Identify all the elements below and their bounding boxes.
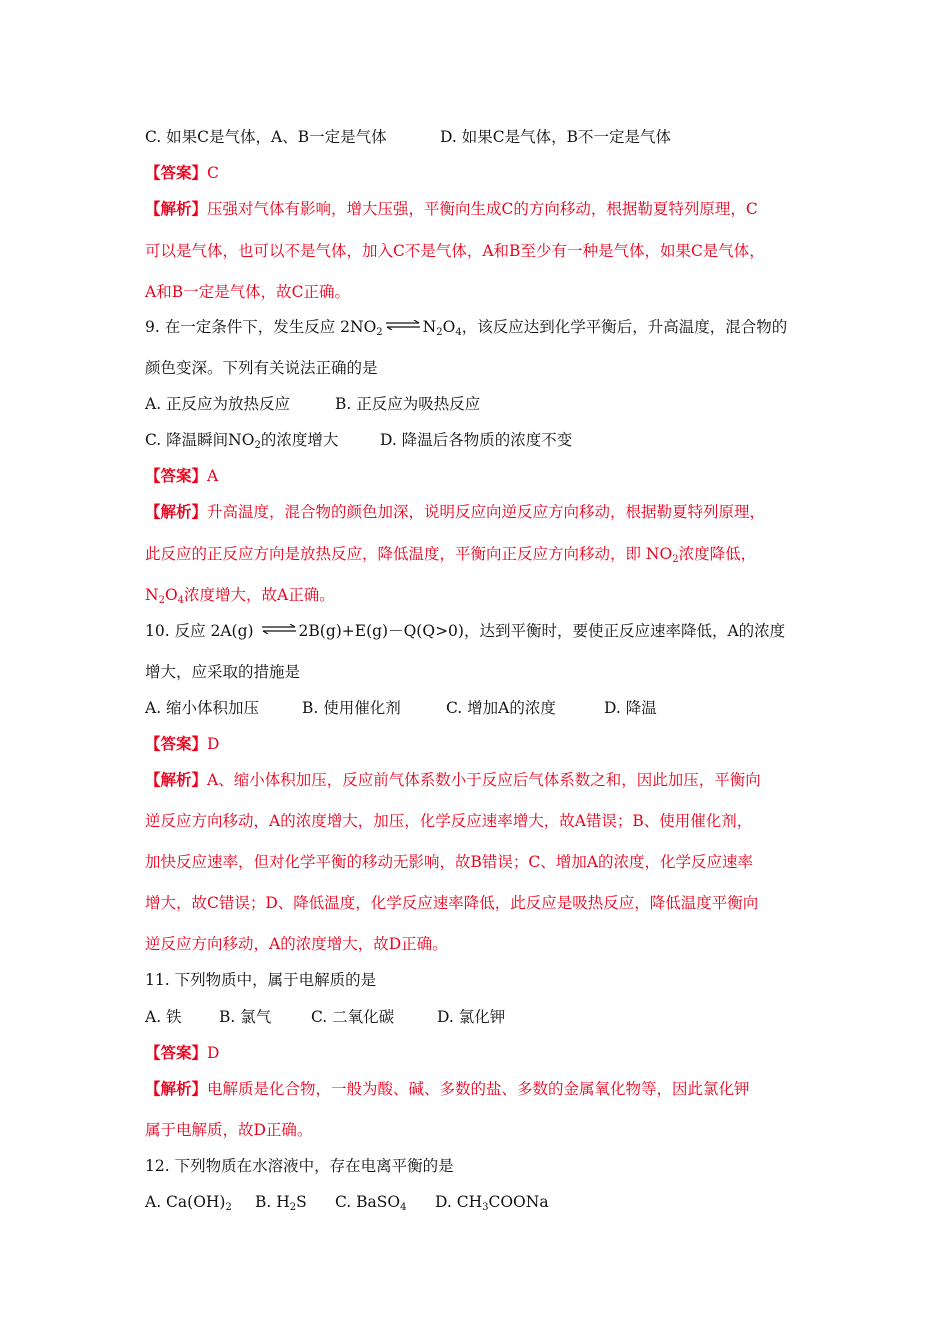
q8-option-c: C. 如果C是气体，A、B一定是气体 [145, 128, 387, 146]
q11-option-b: B. 氯气 [219, 1008, 272, 1026]
analysis-label: 【解析】 [145, 770, 208, 789]
q10-option-c: C. 增加A的浓度 [446, 699, 556, 717]
q12-option-c [335, 1191, 435, 1213]
q11-options [145, 1006, 825, 1028]
answer-label: 【答案】 [145, 734, 208, 753]
q12-option-b [255, 1191, 335, 1213]
q9-option-d: D. 降温后各物质的浓度不变 [380, 431, 573, 449]
answer-label: 【答案】 [145, 1043, 208, 1062]
q9-answer [145, 465, 825, 487]
subscript: 2 [254, 440, 261, 451]
q8-option-d: D. 如果C是气体，B不一定是气体 [440, 128, 671, 146]
answer-value: D [207, 1044, 220, 1062]
answer-label: 【答案】 [145, 163, 208, 182]
subscript: 3 [482, 1202, 489, 1213]
q8-analysis-line-2: 可以是气体，也可以不是气体，加入C不是气体，A和B至少有一种是气体，如果C是气体， [145, 242, 765, 260]
q9-stem-line-1 [145, 316, 825, 338]
q8-analysis-line-1 [145, 198, 825, 220]
q10-analysis-line-5: 逆反应方向移动，A的浓度增大，故D正确。 [145, 935, 448, 953]
answer-value: A [207, 467, 219, 485]
q9-stem-line-2: 颜色变深。下列有关说法正确的是 [145, 359, 378, 377]
subscript: 2 [158, 595, 165, 606]
analysis-text: O [164, 586, 178, 604]
q9-option-b: B. 正反应为吸热反应 [335, 395, 481, 413]
q12-stem: 12. 下列物质在水溶液中，存在电离平衡的是 [145, 1157, 454, 1175]
q11-analysis-line-1 [145, 1078, 825, 1100]
q9-stem-text: ，该反应达到化学平衡后，升高温度，混合物的 [461, 318, 788, 336]
q10-analysis-line-3: 加快反应速率，但对化学平衡的移动无影响，故B错误；C、增加A的浓度，化学反应速率 [145, 853, 753, 871]
option-text: S [296, 1193, 307, 1211]
option-text: C. BaSO [335, 1193, 401, 1211]
answer-value: D [207, 735, 220, 753]
analysis-text: 此反应的正反应方向是放热反应，降低温度，平衡向正反应方向移动，即 NO [145, 545, 673, 563]
q9-analysis-line-1 [145, 501, 825, 523]
q10-option-d: D. 降温 [604, 699, 657, 717]
q11-option-d: D. 氯化钾 [437, 1008, 506, 1026]
q10-option-b: B. 使用催化剂 [302, 699, 401, 717]
analysis-label: 【解析】 [145, 1079, 208, 1098]
subscript: 2 [436, 327, 443, 338]
q9-option-c [145, 429, 380, 451]
q9-options-ab [145, 393, 825, 415]
option-text: COONa [488, 1193, 549, 1211]
analysis-text: N [145, 586, 159, 604]
q12-option-d [435, 1191, 549, 1213]
answer-label: 【答案】 [145, 466, 208, 485]
equilibrium-arrow-icon [385, 320, 421, 330]
analysis-text: 浓度降低， [678, 545, 757, 563]
q10-analysis-line-1 [145, 769, 825, 791]
q9-analysis-line-2 [145, 543, 825, 565]
q8-options-cd [145, 126, 825, 148]
subscript: 4 [400, 1202, 407, 1213]
analysis-text: 浓度增大，故A正确。 [184, 586, 335, 604]
subscript: 2 [225, 1202, 232, 1213]
option-text: 的浓度增大 [260, 431, 339, 449]
analysis-label: 【解析】 [145, 199, 208, 218]
q9-options-cd [145, 429, 825, 451]
q11-stem: 11. 下列物质中，属于电解质的是 [145, 971, 377, 989]
q11-answer [145, 1042, 825, 1064]
equilibrium-arrow-icon [261, 624, 297, 634]
q10-stem-text: 10. 反应 2A(g) [145, 622, 259, 640]
analysis-label: 【解析】 [145, 502, 208, 521]
subscript: 2 [289, 1202, 297, 1213]
subscript: 2 [672, 554, 679, 565]
q10-stem-text: 2B(g)+E(g)－Q(Q>0)，达到平衡时，要使正反应速率降低，A的浓度 [298, 622, 786, 640]
q10-stem-line-2: 增大，应采取的措施是 [145, 663, 301, 681]
subscript: 2 [376, 327, 383, 338]
q8-analysis-line-3: A和B一定是气体，故C正确。 [145, 283, 350, 301]
q11-option-a: A. 铁 [145, 1008, 182, 1026]
answer-value: C [207, 164, 219, 182]
option-text: A. Ca(OH) [145, 1193, 226, 1211]
analysis-text: A、缩小体积加压，反应前气体系数小于反应后气体系数之和，因此加压，平衡向 [207, 771, 761, 789]
q9-option-a: A. 正反应为放热反应 [145, 395, 291, 413]
q8-answer [145, 162, 825, 184]
q10-analysis-line-2: 逆反应方向移动，A的浓度增大，加压，化学反应速率增大，故A错误；B、使用催化剂， [145, 812, 753, 830]
analysis-text: 升高温度，混合物的颜色加深，说明反应向逆反应方向移动，根据勒夏特列原理， [207, 503, 766, 521]
q9-stem-text: N [422, 318, 437, 336]
option-text: C. 降温瞬间NO [145, 431, 255, 449]
q10-analysis-line-4: 增大，故C错误；D、降低温度，化学反应速率降低，此反应是吸热反应，降低温度平衡向 [145, 894, 759, 912]
analysis-text: 压强对气体有影响，增大压强，平衡向生成C的方向移动，根据勒夏特列原理，C [207, 200, 758, 218]
q11-analysis-line-2: 属于电解质，故D正确。 [145, 1121, 313, 1139]
q9-analysis-line-3 [145, 584, 825, 606]
q10-option-a: A. 缩小体积加压 [145, 699, 260, 717]
q10-stem-line-1 [145, 620, 825, 642]
q9-stem-text: O [442, 318, 456, 336]
q12-option-a [145, 1191, 255, 1213]
option-text: D. CH [435, 1193, 483, 1211]
q10-options [145, 697, 825, 719]
q9-stem-text: 9. 在一定条件下，发生反应 2NO [145, 318, 377, 336]
subscript: 4 [177, 595, 185, 606]
q11-option-c: C. 二氧化碳 [311, 1008, 395, 1026]
analysis-text: 电解质是化合物，一般为酸、碱、多数的盐、多数的金属氧化物等，因此氯化钾 [207, 1080, 750, 1098]
q12-options [145, 1191, 825, 1213]
q10-answer [145, 733, 825, 755]
subscript: 4 [455, 327, 462, 338]
option-text: B. H [255, 1193, 290, 1211]
